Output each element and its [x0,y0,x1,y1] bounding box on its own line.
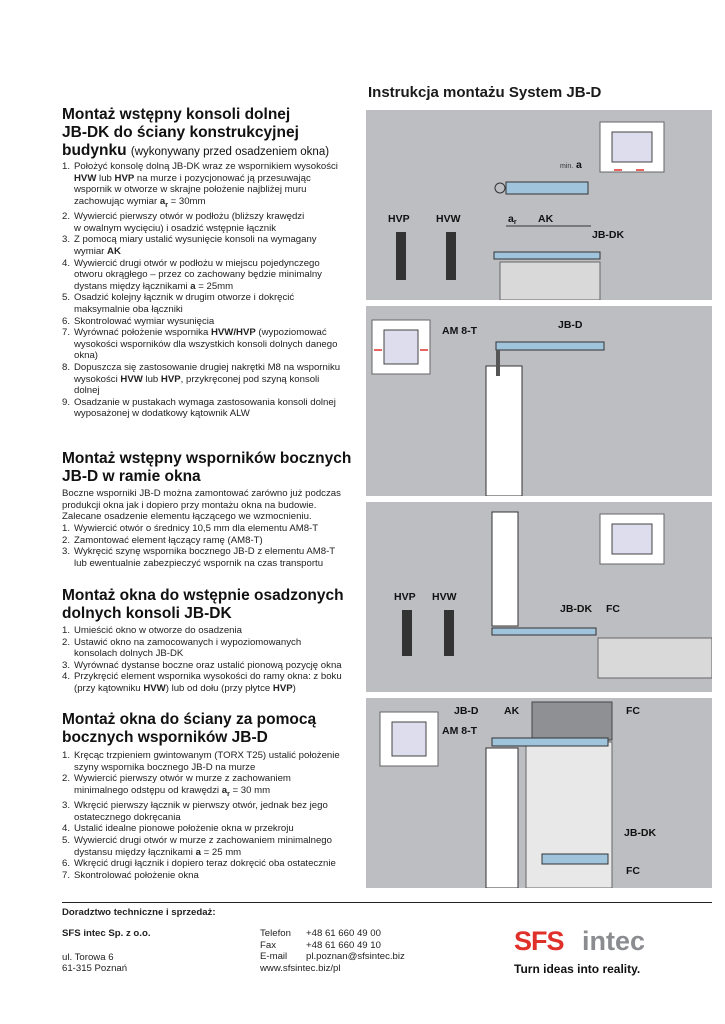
step-line: Osadzanie w pustakach wymaga zastosowania konsoli dolnej [74,396,336,408]
step-line: Wykręcić szynę wspornika bocznego JB-D z elementu AM8-T [74,546,336,558]
step-item [62,870,367,882]
window-glass-sketch-4 [392,722,426,756]
step-line: zachowując wymiar $a_r = 30mm$ [74,195,206,209]
step-line: Wywiercić pierwszy otwór w podłożu (bliższy krawędzi [74,211,305,223]
jbd-rail [496,342,604,350]
step-number: 3. [62,234,71,246]
step-number: 2. [62,534,71,546]
step-number: 1. [62,523,71,534]
step-line: konsolach dolnych JB-DK [74,648,184,660]
logo-sfs-text: SFS [514,926,564,956]
step-line: maksymalnie oba łączniki [74,304,183,316]
step-line: Skontrolować wymiar wysunięcia [74,315,215,327]
step-number: 7. [62,869,71,881]
step-line: ostatecznego dokręcania [74,811,181,823]
tagline: Turn ideas into reality. [514,962,641,976]
hvw-label: HVW [436,213,461,225]
step-line: dystansu między łącznikami a = 25 mm [74,846,242,858]
am8t-label-4: AM 8-T [442,725,477,737]
step-number: 5. [62,835,71,847]
step-line: Wywiercić drugi otwór w podłożu w miejscu pojedynczego [74,257,320,269]
step-line: Zamontować element łączący ramę (AM8-T) [74,534,263,546]
hvp-screw [396,232,406,280]
step-item [62,362,362,397]
step-item [62,258,362,293]
hvw-screw-3 [444,610,454,656]
step-number: 6. [62,315,71,327]
hvp-label-3: HVP [394,591,416,603]
section2-intro [62,488,367,523]
window-profile-3 [492,512,518,626]
jbd-rail-4 [492,738,608,746]
section3-steps [62,625,367,695]
step-line: Wyrównać dystanse boczne oraz ustalić pionową pozycję okna [74,659,342,671]
fc-bottom-label: FC [626,865,640,877]
min-a-label: a [576,159,582,171]
step-number: 2. [62,773,71,785]
step-line: wymiar AK [74,246,121,258]
step-number: 8. [62,362,71,373]
step-item [62,234,362,257]
step-line: Wywiercić drugi otwór w murze z zachowaniem minimalnego [74,835,332,847]
step-item [62,397,362,420]
step-item [62,773,367,800]
step-number: 1. [62,750,71,761]
step-item [62,292,362,315]
footer-phone: +48 61 660 49 00 [306,928,381,939]
step-item [62,637,367,660]
step-number: 3. [62,800,71,812]
jbdk-label-4: JB-DK [624,827,657,839]
step-item [62,161,362,211]
step-number: 3. [62,546,71,558]
hvp-screw-3 [402,610,412,656]
footer-phone-label: Telefon [260,928,291,939]
step-line: lub ewentualnie zabezpieczyć wspornik na czas transportu [74,557,324,569]
step-item [62,523,367,535]
step-number: 2. [62,636,71,648]
jbdk-rail-4 [542,854,608,864]
step-line: Ustalić idealne pionowe położenie okna w przekroju [74,823,294,835]
step-item [62,660,367,672]
main-title: Instrukcja montażu System JB-D [368,84,602,101]
console-rail-3 [492,628,596,635]
step-line: Wyrównać położenie wspornika HVW/HVP (wypoziomować [74,327,327,339]
wall-section [500,262,600,300]
step-line: Kręcąc trzpieniem gwintowanym (TORX T25) ustalić położenie [74,750,340,761]
diagram-1-svg [366,110,712,300]
section2-steps [62,523,367,569]
step-line: Ustawić okno na zamocowanych i wypoziomowanych [74,636,302,648]
jbdk-label-3: JB-DK [560,603,593,615]
step-number: 4. [62,823,71,835]
footer-company: SFS intec Sp. z o.o. [62,928,151,939]
step-item [62,211,362,234]
window-glass-sketch [612,132,652,162]
min-label: min. [560,163,574,170]
section3-title: Montaż okna do wstępnie osadzonych dolnych konsoli JB-DK [62,587,344,622]
hvw-label-3: HVW [432,591,457,603]
intro-line: produkcji okna jak i dopiero przy montażu okna na budowie. [62,499,317,511]
section2-title: Montaż wstępny wsporników bocznych JB-D w ramie okna [62,450,352,485]
section4-title: Montaż okna do ściany za pomocą bocznych wsporników JB-D [62,711,317,746]
step-line: Osadzić kolejny łącznik w drugim otworze i dokręcić [74,292,295,304]
diagram-4-svg [366,698,712,888]
step-item [62,625,367,637]
step-number: 1. [62,161,71,172]
step-line: Umieścić okno w otworze do osadzenia [74,625,242,636]
ar-label: ar [508,213,517,226]
step-line: Przykręcić element wspornika wysokości do ramy okna: z boku [74,671,342,683]
am8t-element [496,350,500,376]
step-line: szyny wspornika bocznego JB-D na murze [74,761,256,773]
footer-website[interactable]: www.sfsintec.biz/pl [260,963,341,974]
footer-street: ul. Torowa 6 [62,952,114,963]
logo-intec-text: intec [582,926,646,956]
step-line: Wkręcić pierwszy łącznik w pierwszy otwór, jednak bez jego [74,800,328,812]
footer-heading: Doradztwo techniczne i sprzedaż: [62,907,216,918]
step-number: 1. [62,625,71,636]
wall-section-3 [598,638,712,678]
diagram-2-svg [366,306,712,496]
step-item [62,546,367,569]
section4-steps [62,750,367,881]
step-item [62,316,362,328]
step-line: Skontrolować położenie okna [74,869,199,881]
step-line: (przy kątowniku HVW) lub od dołu (przy płytce HVP) [74,682,296,694]
footer-fax: +48 61 660 49 10 [306,940,381,951]
console-top-view [506,182,588,194]
wall-top [532,702,612,740]
diagram-3-svg [366,502,712,692]
fc-top-label: FC [626,705,640,717]
window-profile-4 [486,748,518,888]
step-line: okna) [74,350,98,362]
step-item [62,327,362,362]
footer-email-label: E-mail [260,951,288,962]
sfs-intec-logo [514,926,714,956]
step-line: HVW lub HVP na murze i pozycjonować ją przesuwając [74,172,311,184]
ak-label-4: AK [504,705,520,717]
intro-line: Boczne wsporniki JB-D można zamontować zarówno już podczas [62,488,341,499]
step-item [62,835,367,858]
jbd-label: JB-D [558,319,583,331]
step-number: 4. [62,671,71,683]
console-rail [494,252,600,259]
fc-label-3: FC [606,603,620,615]
step-line: wysokości HVW lub HVP, przykręconej pod szyną konsoli [74,373,320,385]
step-line: Położyć konsolę dolną JB-DK wraz ze wspornikiem wysokości [74,161,338,172]
step-number: 9. [62,396,71,408]
window-glass-sketch-3 [612,524,652,554]
hvw-screw [446,232,456,280]
step-number: 6. [62,858,71,870]
section1-steps [62,161,362,420]
step-item [62,823,367,835]
section1-title: Montaż wstępny konsoli dolnej JB-DK do ściany konstrukcyjnej budynku (wykonywany przed osadzeniem okna) [62,106,330,159]
step-line: Wywiercić pierwszy otwór w murze z zachowaniem [74,773,291,785]
hvp-label: HVP [388,213,410,225]
footer-fax-label: Fax [260,940,276,951]
am8t-label: AM 8-T [442,325,477,337]
step-line: w owalnym wycięciu) i osadzić wstępnie łącznik [74,222,277,234]
diagram-window-on-console [366,502,712,692]
jbd-label-4: JB-D [454,705,479,717]
step-line: Wkręcić drugi łącznik i dopiero teraz dokręcić oba ostatecznie [74,858,336,870]
diagram-side-bracket [366,306,712,496]
diagram-wall-fixing [366,698,712,888]
footer-city: 61-315 Poznań [62,963,128,974]
footer-email[interactable]: pl.poznan@sfsintec.biz [306,951,405,962]
step-item [62,535,367,547]
diagram-bottom-console [366,110,712,300]
jbdk-label: JB-DK [592,229,625,241]
step-number: 5. [62,292,71,304]
step-line: Z pomocą miary ustalić wysunięcie konsoli na wymagany [74,234,317,246]
step-number: 2. [62,211,71,223]
wall-body [526,742,612,888]
step-line: dolnej [74,385,100,397]
step-number: 3. [62,659,71,671]
step-item [62,671,367,694]
ak-label: AK [538,213,554,225]
step-item [62,858,367,870]
step-line: otworu okrągłego – przez co zachowany będzie minimalny [74,269,322,281]
step-line: Dopuszcza się zastosowanie drugiej nakrętki M8 na wsporniku [74,362,341,373]
step-number: 4. [62,257,71,269]
step-line: minimalnego odstępu od krawędzi $a_r = 30$ mm [74,784,271,798]
step-line: wysokości wsporników dla wszystkich konsoli dolnych danego [74,338,338,350]
step-item [62,750,367,773]
step-line: wspornik w otworze w skrajne położenie najbliżej muru [74,184,307,196]
intro-line: Zalecane osadzenie elementu łączącego we wzmocnieniu. [62,511,312,523]
step-line: Wywiercić otwór o średnicy 10,5 mm dla elementu AM8-T [74,523,319,534]
step-item [62,800,367,823]
footer-rule [62,902,712,903]
step-number: 7. [62,327,71,339]
window-glass-sketch-2 [384,330,418,364]
step-line: wyposażonej w dodatkowy kątownik ALW [74,408,250,420]
console-hole [495,183,505,193]
step-line: dystans między łącznikami a = 25mm [74,280,234,292]
window-profile [486,366,522,496]
